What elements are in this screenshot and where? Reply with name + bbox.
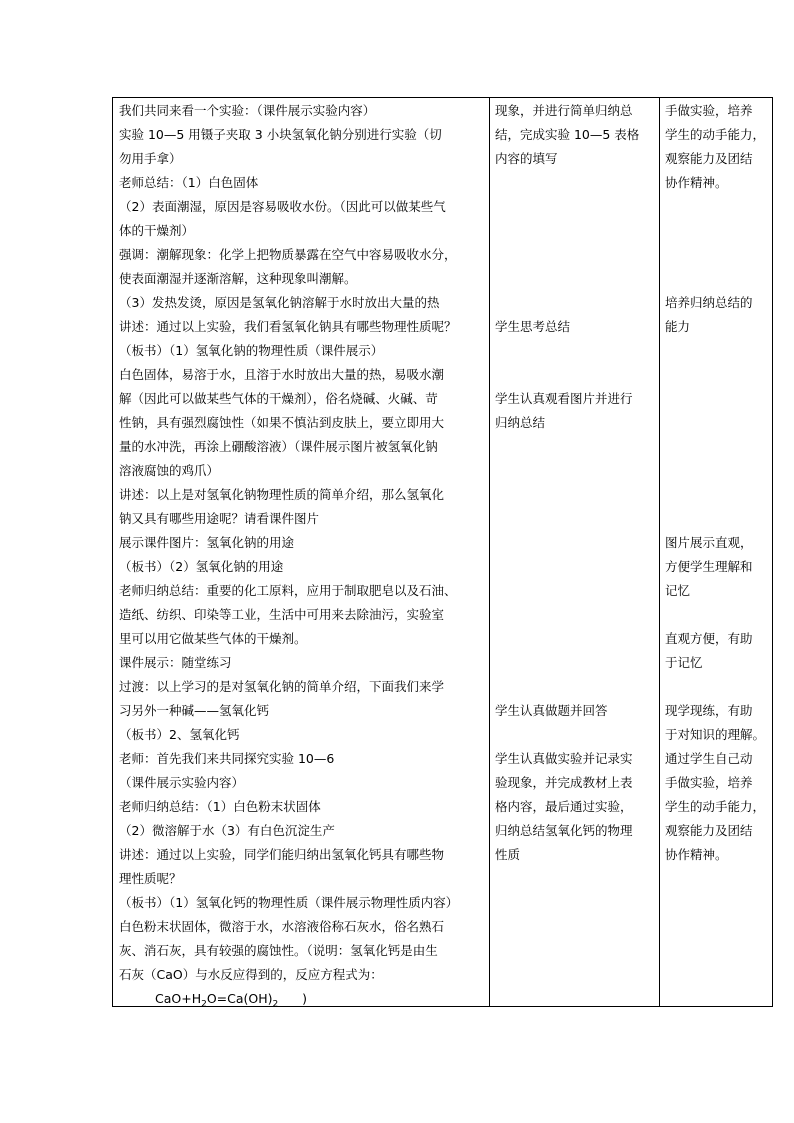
text-line: 内容的填写 — [495, 151, 558, 166]
text-line: （板书）（1）氢氧化钙的物理性质（课件展示物理性质内容） — [119, 895, 459, 910]
text-line: 学生认真做实验并记录实 — [495, 751, 633, 766]
text-line: 讲述：通过以上实验，我们看氢氧化钠具有哪些物理性质呢？ — [119, 319, 457, 334]
text-line: 讲述：通过以上实验，同学们能归纳出氢氧化钙具有哪些物 — [119, 847, 445, 862]
text-line: 观察能力及团结 — [665, 151, 753, 166]
text-line: 图片展示直观， — [665, 535, 753, 550]
equation-subscript: 2 — [272, 999, 279, 1010]
text-line: 能力 — [665, 319, 691, 334]
text-line: （板书）（1）氢氧化钠的物理性质（课件展示） — [119, 343, 384, 358]
text-line: 性钠，具有强烈腐蚀性（如果不慎沾到皮肤上，要立即用大 — [119, 415, 445, 430]
text-line: （板书）2、氢氧化钙 — [119, 727, 240, 742]
text-line: （2）表面潮湿，原因是容易吸收水份。（因此可以做某些气 — [119, 199, 446, 214]
text-line: 于对知识的理解。 — [665, 727, 766, 742]
text-line: 观察能力及团结 — [665, 823, 753, 838]
text-line: 体的干燥剂） — [119, 223, 195, 238]
text-line: 展示课件图片：氢氧化钠的用途 — [119, 535, 295, 550]
text-line: （课件展示实验内容） — [119, 775, 245, 790]
text-line: 方便学生理解和 — [665, 559, 753, 574]
text-line: 里可以用它做某些气体的干燥剂。 — [119, 631, 307, 646]
design-intent-column — [665, 99, 771, 867]
text-line: 溶液腐蚀的鸡爪） — [119, 463, 220, 478]
text-line: 性质 — [495, 847, 521, 862]
text-line: 习另外一种碱——氢氧化钙 — [119, 703, 270, 718]
text-line: 灰、消石灰，具有较强的腐蚀性。（说明：氢氧化钙是由生 — [119, 943, 438, 958]
text-line: 学生的动手能力， — [665, 127, 766, 142]
text-line: 协作精神。 — [665, 175, 728, 190]
text-line: 强调：潮解现象：化学上把物质暴露在空气中容易吸收水分， — [119, 247, 457, 262]
text-line: 直观方便，有助 — [665, 631, 753, 646]
text-line: 验现象，并完成教材上表 — [495, 775, 633, 790]
column-divider — [489, 98, 490, 1006]
text-line: （3）发热发烫，原因是氢氧化钠溶解于水时放出大量的热 — [119, 295, 440, 310]
text-line: 老师总结：（1）白色固体 — [119, 175, 259, 190]
text-line: 我们共同来看一个实验：（课件展示实验内容） — [119, 103, 376, 118]
text-line: 现象，并进行简单归纳总 — [495, 103, 633, 118]
teacher-activity-column — [119, 99, 489, 1011]
text-line: 白色粉末状固体，微溶于水，水溶液俗称石灰水，俗名熟石 — [119, 919, 445, 934]
equation-subscript: 2 — [201, 999, 207, 1010]
text-line: 钠又具有哪些用途呢？请看课件图片 — [119, 511, 320, 526]
text-line: 归纳总结 — [495, 415, 546, 430]
equation-part: O=Ca(OH) — [206, 991, 273, 1006]
text-line: 实验 10—5 用镊子夹取 3 小块氢氧化钠分别进行实验（切 — [119, 127, 442, 142]
text-line: 手做实验，培养 — [665, 103, 753, 118]
text-line: 理性质呢？ — [119, 871, 182, 886]
text-line: （板书）（2）氢氧化钠的用途 — [119, 559, 284, 574]
text-line: 白色固体，易溶于水，且溶于水时放出大量的热，易吸水潮 — [119, 367, 445, 382]
text-line: 学生认真观看图片并进行 — [495, 391, 633, 406]
text-line: 格内容，最后通过实验， — [495, 799, 633, 814]
text-line: 培养归纳总结的 — [665, 295, 753, 310]
text-line: 解（因此可以做某些气体的干燥剂），俗名烧碱、火碱、苛 — [119, 391, 438, 406]
text-line: 老师归纳总结：重要的化工原料，应用于制取肥皂以及石油、 — [119, 583, 457, 598]
text-line: 讲述：以上是对氢氧化钠物理性质的简单介绍，那么氢氧化 — [119, 487, 445, 502]
text-line: 石灰（CaO）与水反应得到的，反应方程式为： — [119, 967, 383, 982]
text-line: 老师归纳总结：（1）白色粉末状固体 — [119, 799, 321, 814]
text-line: 协作精神。 — [665, 847, 728, 862]
text-line: 现学现练，有助 — [665, 703, 753, 718]
text-line: 于记忆 — [665, 655, 703, 670]
text-line: 归纳总结氢氧化钙的物理 — [495, 823, 633, 838]
text-line: 结，完成实验 10—5 表格 — [495, 127, 640, 142]
text-line: 通过学生自己动 — [665, 751, 753, 766]
text-line: 学生认真做题并回答 — [495, 703, 608, 718]
text-line: 学生思考总结 — [495, 319, 571, 334]
student-activity-column — [495, 99, 657, 867]
text-line: （2）微溶解于水（3）有白色沉淀生产 — [119, 823, 335, 838]
text-line: 课件展示：随堂练习 — [119, 655, 232, 670]
equation-part: CaO+H — [155, 991, 202, 1006]
text-line: 过渡：以上学习的是对氢氧化钠的简单介绍，下面我们来学 — [119, 679, 445, 694]
column-divider — [659, 98, 660, 1006]
text-line: 手做实验，培养 — [665, 775, 753, 790]
text-line: 量的水冲洗，再涂上硼酸溶液）（课件展示图片被氢氧化钠 — [119, 439, 438, 454]
text-line: 使表面潮湿并逐渐溶解，这种现象叫潮解。 — [119, 271, 357, 286]
equation-part: ) — [278, 991, 307, 1006]
text-line: 造纸、纺织、印染等工业，生活中可用来去除油污，实验室 — [119, 607, 445, 622]
text-line: 学生的动手能力， — [665, 799, 766, 814]
text-line: 记忆 — [665, 583, 691, 598]
text-line: 老师：首先我们来共同探究实验 10—6 — [119, 751, 335, 766]
chemical-equation — [119, 987, 489, 1011]
text-line: 勿用手拿） — [119, 151, 182, 166]
lesson-plan-table — [112, 97, 773, 1010]
